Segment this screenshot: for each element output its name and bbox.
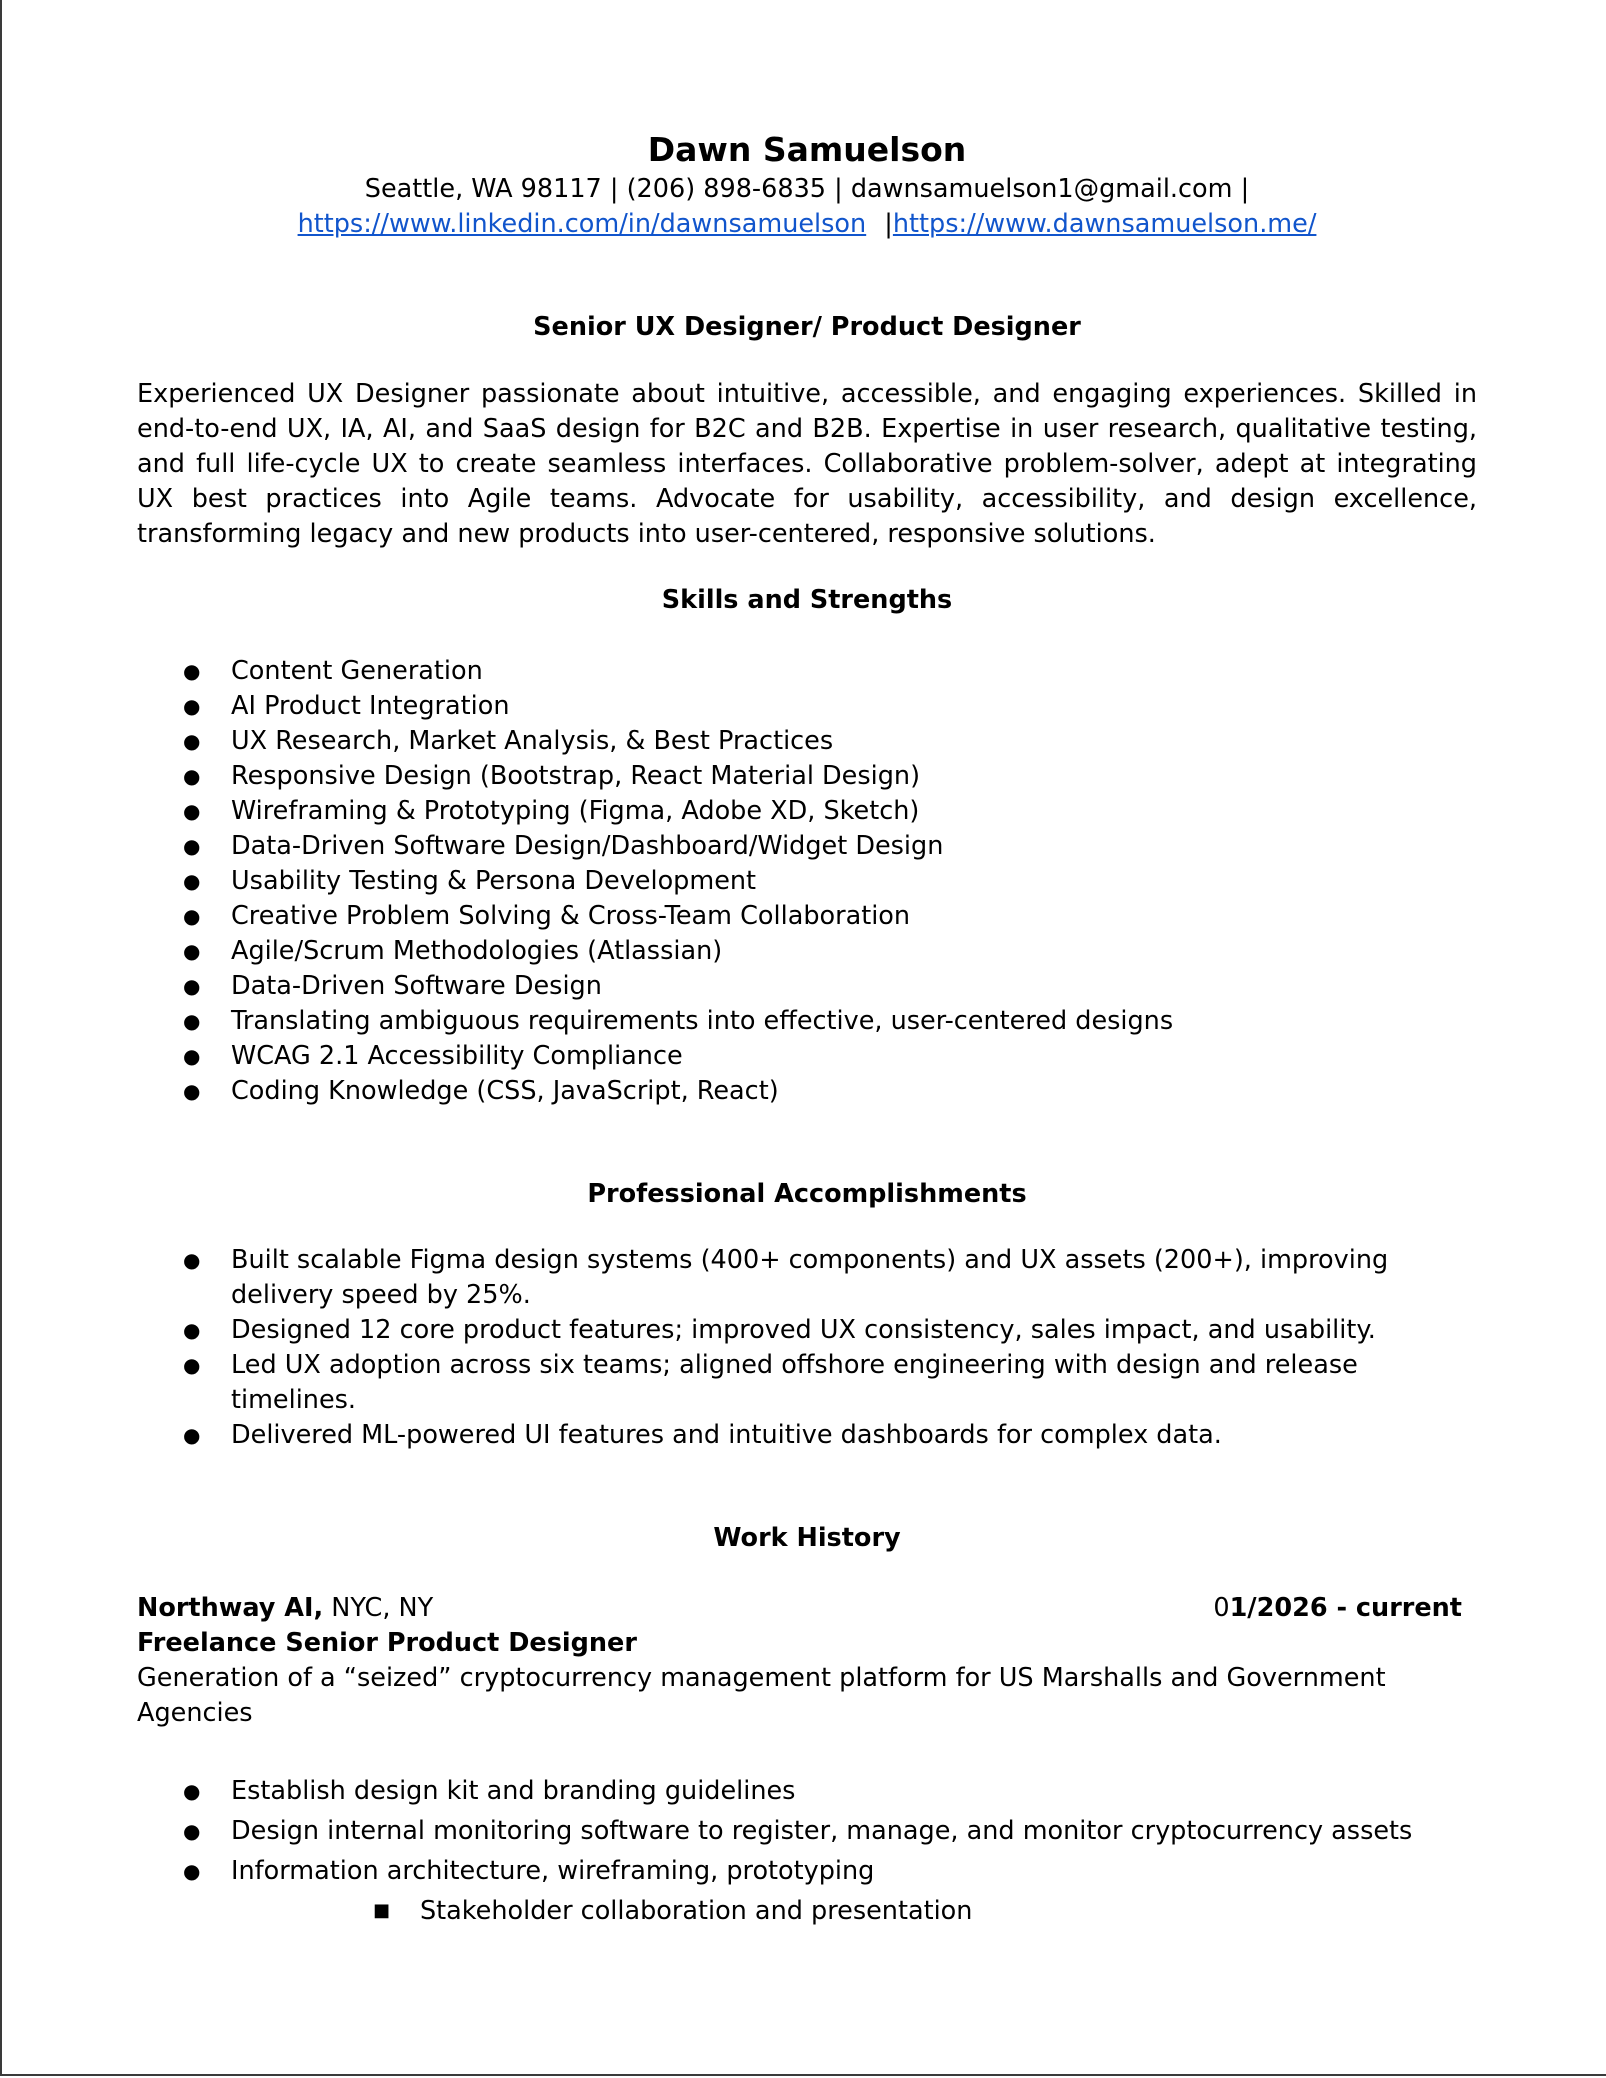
- resume-header: [137, 130, 1477, 242]
- list-item: ● Coding Knowledge (CSS, JavaScript, React): [137, 1074, 1477, 1109]
- list-item: ● Establish design kit and branding guidelines: [137, 1771, 1477, 1811]
- list-item: ● Led UX adoption across six teams; aligned offshore engineering with design and release timelines.: [137, 1348, 1477, 1418]
- job-header: [137, 1591, 1477, 1626]
- list-item: ● Usability Testing & Persona Development: [137, 864, 1477, 899]
- list-item: ● Creative Problem Solving & Cross-Team Collaboration: [137, 899, 1477, 934]
- list-item: ■ Stakeholder collaboration and presentation: [137, 1891, 1477, 1931]
- work-history-title: Work History: [713, 1523, 901, 1553]
- resume-content: [137, 130, 1477, 1931]
- list-item: ● Data-Driven Software Design: [137, 969, 1477, 1004]
- links-line: [137, 207, 1477, 242]
- list-item: ● Data-Driven Software Design/Dashboard/Widget Design: [137, 829, 1477, 864]
- website-link[interactable]: https://www.dawnsamuelson.me/: [892, 209, 1317, 239]
- linkedin-link[interactable]: https://www.linkedin.com/in/dawnsamuelson: [297, 209, 867, 239]
- list-item: ● AI Product Integration: [137, 689, 1477, 724]
- list-item: ● Content Generation: [137, 654, 1477, 689]
- job-dates: [1213, 1591, 1462, 1626]
- job-role: Freelance Senior Product Designer: [137, 1628, 637, 1658]
- list-item: ● Designed 12 core product features; improved UX consistency, sales impact, and usability.: [137, 1313, 1477, 1348]
- job-description: Generation of a “seized” cryptocurrency management platform for US Marshalls and Government Agencies: [137, 1663, 1386, 1728]
- list-item: ● Agile/Scrum Methodologies (Atlassian): [137, 934, 1477, 969]
- list-item: ● Design internal monitoring software to register, manage, and monitor cryptocurrency assets: [137, 1811, 1477, 1851]
- list-item: ● WCAG 2.1 Accessibility Compliance: [137, 1039, 1477, 1074]
- skills-list: [137, 654, 1477, 1109]
- list-item: ● Built scalable Figma design systems (400+ components) and UX assets (200+), improving delivery speed by 25%.: [137, 1243, 1477, 1313]
- accomplishments-title: Professional Accomplishments: [587, 1179, 1027, 1209]
- list-item: ● UX Research, Market Analysis, & Best Practices: [137, 724, 1477, 759]
- job-dates-value: 1/2026 - current: [1229, 1593, 1462, 1623]
- candidate-name: Dawn Samuelson: [647, 130, 967, 169]
- link-separator: |: [884, 209, 893, 239]
- job-bullets: [137, 1771, 1477, 1891]
- list-item: ● Responsive Design (Bootstrap, React Material Design): [137, 759, 1477, 794]
- summary-paragraph: Experienced UX Designer passionate about intuitive, accessible, and engaging experiences. Skilled in end-to-end UX, IA, AI, and SaaS design for B2C and B2B. Expertise in user research, qualitative testing, and full life-cycle UX to create seamless interfaces. Collaborative problem-solver, adept at integrating UX best practices into Agile teams. Advocate for usability, accessibility, and design excellence, transforming legacy and new products into user-centered, responsive solutions.: [137, 379, 1477, 549]
- contact-info: Seattle, WA 98117 | (206) 898-6835 | dawnsamuelson1@gmail.com |: [364, 174, 1250, 204]
- headline: Senior UX Designer/ Product Designer: [533, 312, 1081, 342]
- accomplishments-list: [137, 1243, 1477, 1453]
- job-location: NYC, NY: [323, 1593, 434, 1623]
- job-dates-prefix: 0: [1213, 1593, 1230, 1623]
- list-item: ● Information architecture, wireframing, prototyping: [137, 1851, 1477, 1891]
- list-item: ● Wireframing & Prototyping (Figma, Adobe XD, Sketch): [137, 794, 1477, 829]
- list-item: ● Delivered ML-powered UI features and intuitive dashboards for complex data.: [137, 1418, 1477, 1453]
- skills-title: Skills and Strengths: [661, 585, 953, 615]
- job-sub-bullets: [137, 1891, 1477, 1931]
- job-company: Northway AI,: [137, 1593, 324, 1623]
- list-item: ● Translating ambiguous requirements into effective, user-centered designs: [137, 1004, 1477, 1039]
